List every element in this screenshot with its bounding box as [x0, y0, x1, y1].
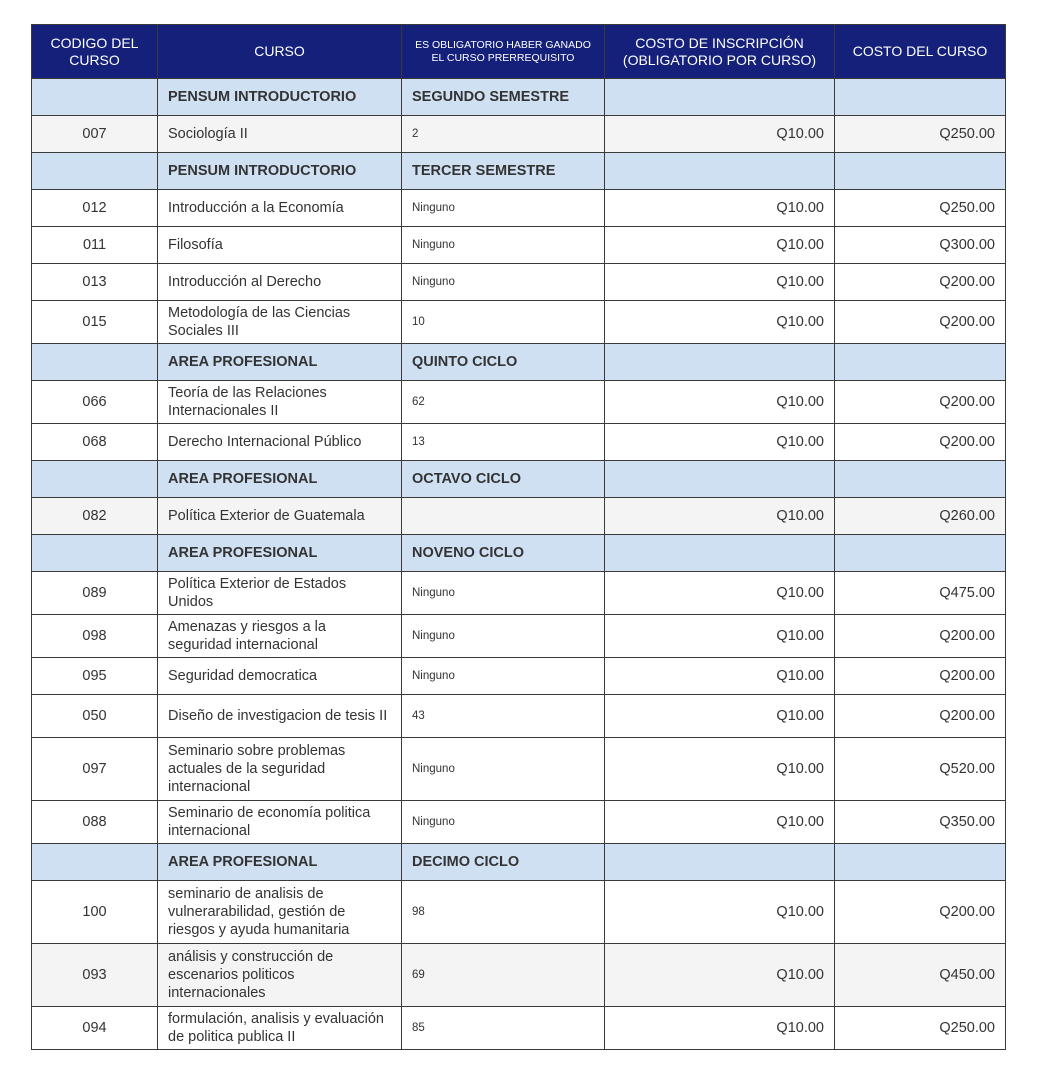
- course-cost: Q250.00: [835, 116, 1006, 153]
- section-area: AREA PROFESIONAL: [158, 461, 402, 498]
- course-code: 088: [32, 801, 158, 844]
- course-prerequisite: Ninguno: [402, 572, 605, 615]
- course-code: 012: [32, 190, 158, 227]
- section-empty-cell: [835, 844, 1006, 881]
- course-name: Política Exterior de Estados Unidos: [158, 572, 402, 615]
- course-prerequisite: 13: [402, 424, 605, 461]
- section-area: AREA PROFESIONAL: [158, 844, 402, 881]
- header-course-code: CODIGO DEL CURSO: [32, 25, 158, 79]
- course-cost: Q350.00: [835, 801, 1006, 844]
- course-name: Amenazas y riesgos a la seguridad internacional: [158, 615, 402, 658]
- section-code-cell: [32, 535, 158, 572]
- course-inscription-cost: Q10.00: [605, 498, 835, 535]
- table-row: [32, 944, 1006, 1007]
- course-inscription-cost: Q10.00: [605, 695, 835, 738]
- course-cost: Q300.00: [835, 227, 1006, 264]
- course-inscription-cost: Q10.00: [605, 572, 835, 615]
- section-row: [32, 153, 1006, 190]
- course-prerequisite: 2: [402, 116, 605, 153]
- course-prerequisite: 85: [402, 1007, 605, 1050]
- course-cost-table: [31, 24, 1006, 1050]
- table-row: [32, 658, 1006, 695]
- course-cost: Q250.00: [835, 1007, 1006, 1050]
- course-prerequisite: Ninguno: [402, 801, 605, 844]
- course-inscription-cost: Q10.00: [605, 190, 835, 227]
- course-cost: Q200.00: [835, 695, 1006, 738]
- section-row: [32, 535, 1006, 572]
- section-code-cell: [32, 153, 158, 190]
- table-row: [32, 738, 1006, 801]
- table-row: [32, 190, 1006, 227]
- section-period: DECIMO CICLO: [402, 844, 605, 881]
- course-inscription-cost: Q10.00: [605, 801, 835, 844]
- section-area: AREA PROFESIONAL: [158, 344, 402, 381]
- course-inscription-cost: Q10.00: [605, 301, 835, 344]
- course-name: Teoría de las Relaciones Internacionales II: [158, 381, 402, 424]
- section-code-cell: [32, 79, 158, 116]
- course-cost: Q200.00: [835, 264, 1006, 301]
- course-code: 082: [32, 498, 158, 535]
- course-code: 089: [32, 572, 158, 615]
- course-code: 097: [32, 738, 158, 801]
- course-cost: Q520.00: [835, 738, 1006, 801]
- course-name: Derecho Internacional Público: [158, 424, 402, 461]
- course-name: Introducción a la Economía: [158, 190, 402, 227]
- course-code: 066: [32, 381, 158, 424]
- course-cost: Q450.00: [835, 944, 1006, 1007]
- section-empty-cell: [835, 79, 1006, 116]
- course-cost: Q200.00: [835, 615, 1006, 658]
- course-prerequisite: Ninguno: [402, 227, 605, 264]
- course-name: Seminario de economía politica internacional: [158, 801, 402, 844]
- course-inscription-cost: Q10.00: [605, 227, 835, 264]
- header-course-name: CURSO: [158, 25, 402, 79]
- course-inscription-cost: Q10.00: [605, 944, 835, 1007]
- course-inscription-cost: Q10.00: [605, 658, 835, 695]
- table-row: [32, 498, 1006, 535]
- course-inscription-cost: Q10.00: [605, 615, 835, 658]
- table-row: [32, 264, 1006, 301]
- table-row: [32, 801, 1006, 844]
- course-prerequisite: 69: [402, 944, 605, 1007]
- course-cost: Q200.00: [835, 658, 1006, 695]
- course-cost: Q200.00: [835, 881, 1006, 944]
- course-inscription-cost: Q10.00: [605, 1007, 835, 1050]
- course-name: Filosofía: [158, 227, 402, 264]
- course-code: 098: [32, 615, 158, 658]
- course-name: Seminario sobre problemas actuales de la seguridad internacional: [158, 738, 402, 801]
- section-empty-cell: [835, 344, 1006, 381]
- course-inscription-cost: Q10.00: [605, 738, 835, 801]
- course-code: 050: [32, 695, 158, 738]
- table-row: [32, 424, 1006, 461]
- section-empty-cell: [605, 79, 835, 116]
- course-cost: Q260.00: [835, 498, 1006, 535]
- section-row: [32, 79, 1006, 116]
- course-name: análisis y construcción de escenarios politicos internacionales: [158, 944, 402, 1007]
- section-empty-cell: [605, 535, 835, 572]
- header-inscription-cost: COSTO DE INSCRIPCIÓN (OBLIGATORIO POR CURSO): [605, 25, 835, 79]
- course-prerequisite: 43: [402, 695, 605, 738]
- course-code: 093: [32, 944, 158, 1007]
- section-code-cell: [32, 844, 158, 881]
- course-prerequisite: 62: [402, 381, 605, 424]
- course-inscription-cost: Q10.00: [605, 264, 835, 301]
- course-name: formulación, analisis y evaluación de politica publica II: [158, 1007, 402, 1050]
- table-row: [32, 695, 1006, 738]
- course-name: seminario de analisis de vulnerarabilidad, gestión de riesgos y ayuda humanitaria: [158, 881, 402, 944]
- course-inscription-cost: Q10.00: [605, 881, 835, 944]
- section-area: PENSUM INTRODUCTORIO: [158, 79, 402, 116]
- section-row: [32, 461, 1006, 498]
- table-row: [32, 881, 1006, 944]
- course-prerequisite: Ninguno: [402, 190, 605, 227]
- course-inscription-cost: Q10.00: [605, 116, 835, 153]
- section-period: TERCER SEMESTRE: [402, 153, 605, 190]
- course-table-container: [31, 24, 1006, 1050]
- section-period: QUINTO CICLO: [402, 344, 605, 381]
- course-inscription-cost: Q10.00: [605, 424, 835, 461]
- course-code: 015: [32, 301, 158, 344]
- table-row: [32, 615, 1006, 658]
- section-empty-cell: [835, 535, 1006, 572]
- section-code-cell: [32, 461, 158, 498]
- course-code: 013: [32, 264, 158, 301]
- course-cost: Q475.00: [835, 572, 1006, 615]
- header-course-cost: COSTO DEL CURSO: [835, 25, 1006, 79]
- section-area: PENSUM INTRODUCTORIO: [158, 153, 402, 190]
- table-row: [32, 227, 1006, 264]
- section-empty-cell: [605, 153, 835, 190]
- course-code: 007: [32, 116, 158, 153]
- course-code: 100: [32, 881, 158, 944]
- section-area: AREA PROFESIONAL: [158, 535, 402, 572]
- section-period: NOVENO CICLO: [402, 535, 605, 572]
- section-period: SEGUNDO SEMESTRE: [402, 79, 605, 116]
- section-code-cell: [32, 344, 158, 381]
- section-row: [32, 844, 1006, 881]
- course-prerequisite: Ninguno: [402, 658, 605, 695]
- section-empty-cell: [835, 461, 1006, 498]
- course-cost: Q200.00: [835, 381, 1006, 424]
- course-code: 068: [32, 424, 158, 461]
- course-code: 094: [32, 1007, 158, 1050]
- course-name: Diseño de investigacion de tesis II: [158, 695, 402, 738]
- section-row: [32, 344, 1006, 381]
- table-row: [32, 381, 1006, 424]
- table-row: [32, 572, 1006, 615]
- course-name: Metodología de las Ciencias Sociales III: [158, 301, 402, 344]
- course-prerequisite: Ninguno: [402, 264, 605, 301]
- course-prerequisite: 98: [402, 881, 605, 944]
- section-empty-cell: [605, 844, 835, 881]
- course-cost: Q200.00: [835, 301, 1006, 344]
- section-empty-cell: [605, 461, 835, 498]
- course-prerequisite: 10: [402, 301, 605, 344]
- course-name: Sociología II: [158, 116, 402, 153]
- table-row: [32, 116, 1006, 153]
- course-inscription-cost: Q10.00: [605, 381, 835, 424]
- course-cost: Q200.00: [835, 424, 1006, 461]
- course-prerequisite: Ninguno: [402, 615, 605, 658]
- course-prerequisite: [402, 498, 605, 535]
- course-name: Introducción al Derecho: [158, 264, 402, 301]
- course-code: 095: [32, 658, 158, 695]
- course-cost: Q250.00: [835, 190, 1006, 227]
- table-row: [32, 301, 1006, 344]
- table-header-row: [32, 25, 1006, 79]
- course-prerequisite: Ninguno: [402, 738, 605, 801]
- course-name: Seguridad democratica: [158, 658, 402, 695]
- section-empty-cell: [835, 153, 1006, 190]
- section-empty-cell: [605, 344, 835, 381]
- course-name: Política Exterior de Guatemala: [158, 498, 402, 535]
- course-code: 011: [32, 227, 158, 264]
- header-prerequisite: ES OBLIGATORIO HABER GANADO EL CURSO PRERREQUISITO: [402, 25, 605, 79]
- section-period: OCTAVO CICLO: [402, 461, 605, 498]
- table-row: [32, 1007, 1006, 1050]
